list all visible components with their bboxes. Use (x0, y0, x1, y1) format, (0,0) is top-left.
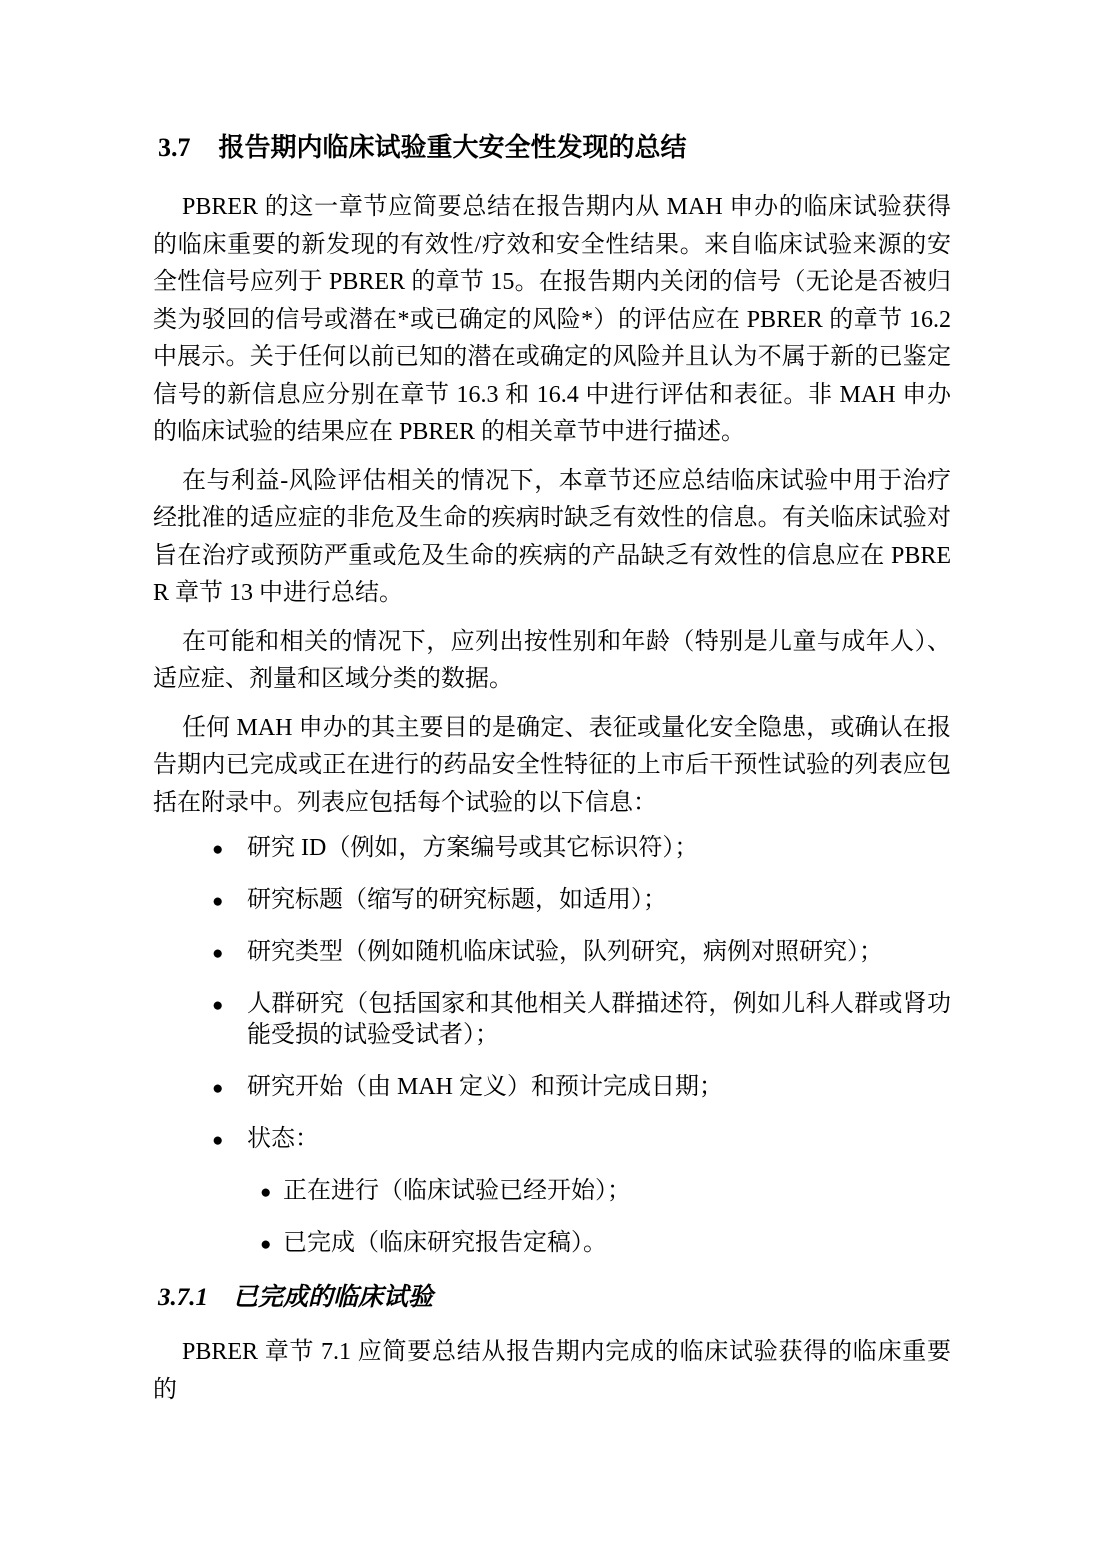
list-item-text: 研究 ID（例如，方案编号或其它标识符）； (247, 835, 699, 861)
bullet-icon: ● (260, 1234, 272, 1255)
list-item-text: 研究开始（由 MAH 定义）和预计完成日期； (247, 1074, 724, 1100)
bullet-icon: ● (212, 839, 224, 860)
bullet-icon: ● (212, 1130, 224, 1151)
paragraph: 在可能和相关的情况下，应列出按性别和年龄（特别是儿童与成年人）、适应症、剂量和区域分类的数据。 (153, 628, 951, 692)
closing-paragraph: PBRER 章节 7.1 应简要总结从报告期内完成的临床试验获得的临床重要的 (153, 1339, 951, 1403)
paragraph: 在与利益-风险评估相关的情况下，本章节还应总结临床试验中用于治疗经批准的适应症的非危及生命的疾病时缺乏有效性的信息。有关临床试验对旨在治疗或预防严重或危及生命的疾病的产品缺乏有效性的信息应在 PBRER 章节 13 中进行总结。 (153, 467, 951, 606)
section-number: 3.7 (158, 133, 191, 162)
list-item-text: 人群研究（包括国家和其他相关人群描述符，例如儿科人群或肾功能受损的试验受试者）； (247, 991, 951, 1048)
paragraph: 任何 MAH 申办的其主要目的是确定、表征或量化安全隐患，或确认在报告期内已完成或正在进行的药品安全性特征的上市后干预性试验的列表应包括在附录中。列表应包括每个试验的以下信息： (153, 714, 951, 816)
paragraph: PBRER 的这一章节应简要总结在报告期内从 MAH 申办的临床试验获得的临床重要的新发现的有效性/疗效和安全性结果。来自临床试验来源的安全性信号应列于 PBRER 的章节 15。在报告期内关闭的信号（无论是否被归类为驳回的信号或潜在*或已确定的风险*）的评估应在 PBRER 的章节 16.2 中展示。关于任何以前已知的潜在或确定的风险并且认为不属于新的已鉴定信号的新信息应分别在章节 16.3 和 16.4 中进行评估和表征。非 MAH 申办的临床试验的结果应在 PBRER 的相关章节中进行描述。 (153, 194, 951, 445)
bullet-icon: ● (260, 1182, 272, 1203)
list-item-text: 状态： (247, 1126, 319, 1152)
subsection-number: 3.7.1 (158, 1284, 208, 1311)
list-item-text: 研究类型（例如随机临床试验，队列研究，病例对照研究）； (247, 939, 883, 965)
section-heading (153, 130, 951, 166)
bullet-icon: ● (212, 995, 224, 1016)
list-item (153, 885, 951, 916)
sub-list-item-text: 正在进行（临床试验已经开始）； (283, 1178, 631, 1204)
subsection-heading (153, 1281, 951, 1315)
bullet-icon: ● (212, 943, 224, 964)
subsection-title: 已完成的临床试验 (233, 1284, 434, 1311)
list-item (153, 1072, 951, 1103)
section-title: 报告期内临床试验重大安全性发现的总结 (218, 133, 687, 162)
study-info-list (153, 833, 951, 1259)
sub-list-item-text: 已完成（临床研究报告定稿）。 (283, 1230, 607, 1256)
sub-list-item (153, 1176, 951, 1207)
document-content (153, 130, 951, 1420)
list-item (153, 1124, 951, 1155)
list-item (153, 989, 951, 1051)
bullet-icon: ● (212, 1078, 224, 1099)
bullet-icon: ● (212, 891, 224, 912)
list-item (153, 937, 951, 968)
sub-list-item (153, 1228, 951, 1259)
list-item-text: 研究标题（缩写的研究标题，如适用）； (247, 887, 667, 913)
list-item (153, 833, 951, 864)
